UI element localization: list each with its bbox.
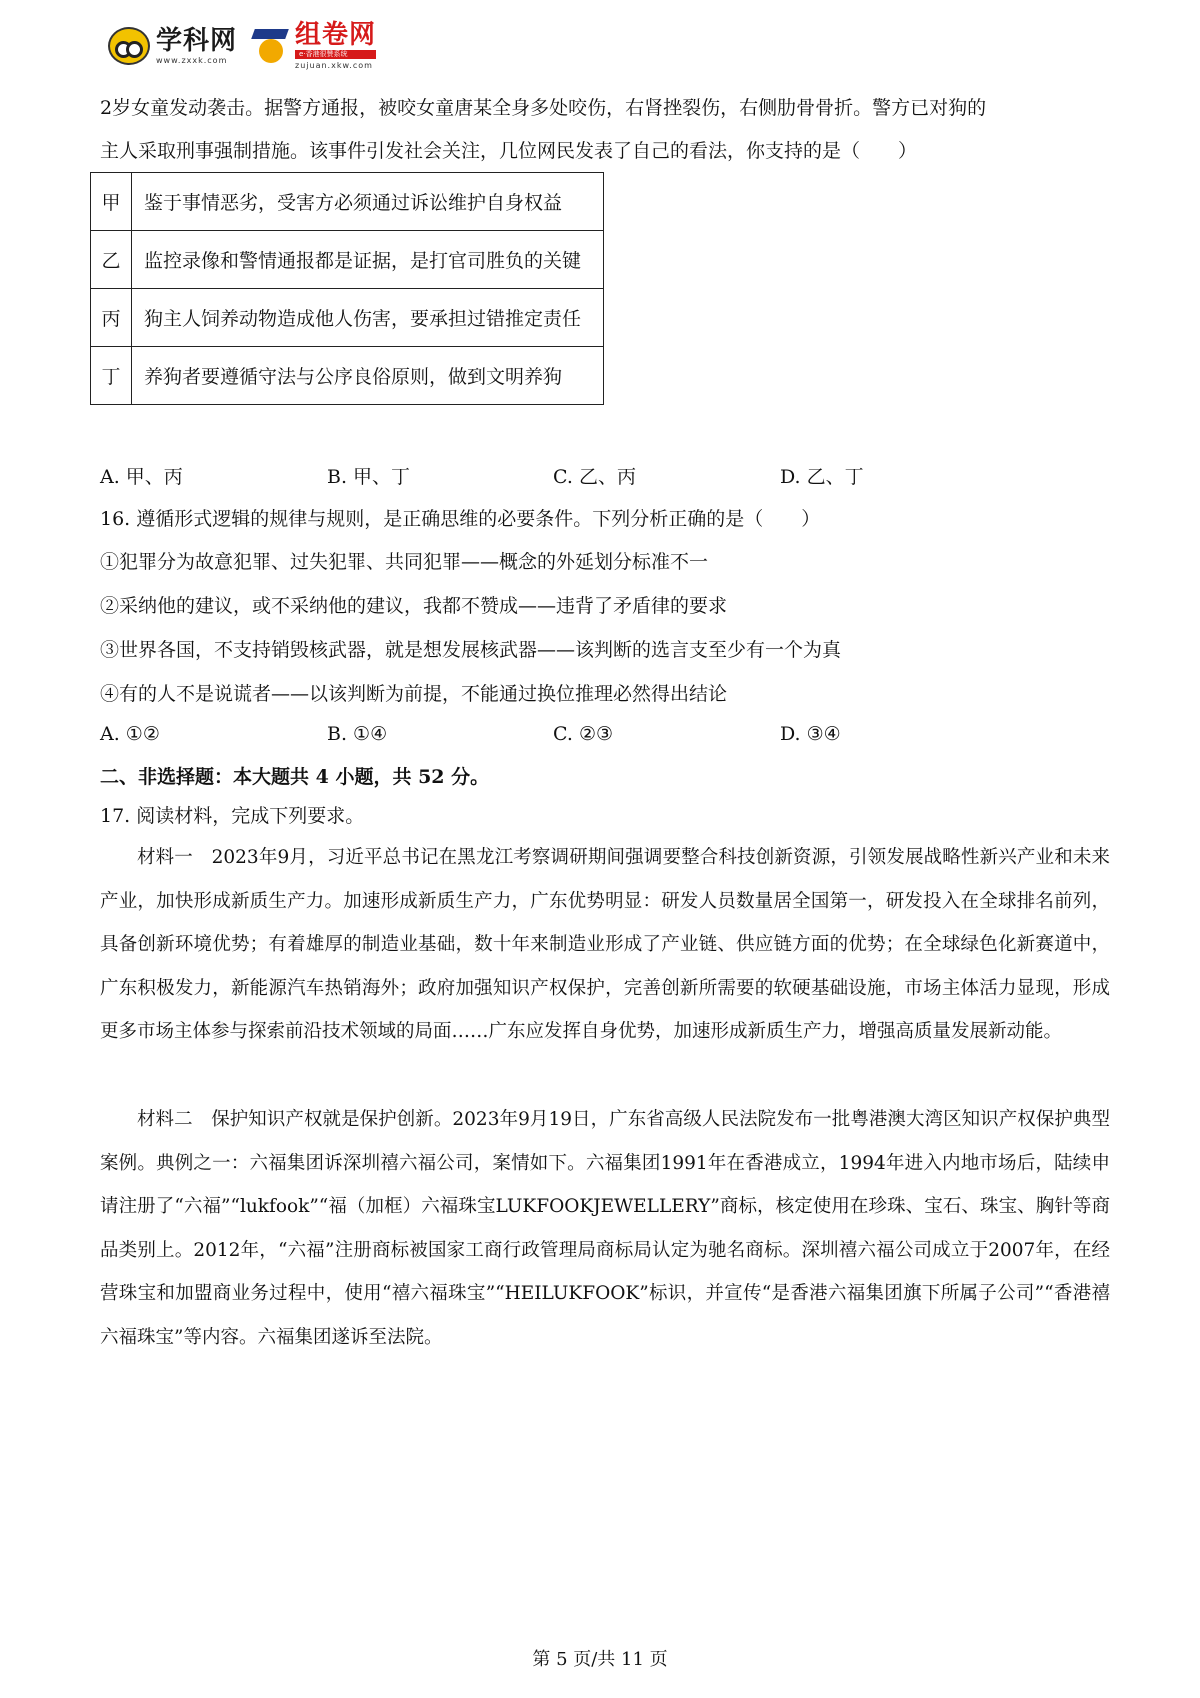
opinion-text: 狗主人饲养动物造成他人伤害，要承担过错推定责任 (132, 289, 604, 347)
choice-c: C. ②③ (553, 723, 614, 745)
zxxk-logo (108, 27, 237, 65)
q15-stem-line1: 2岁女童发动袭击。据警方通报，被咬女童唐某全身多处咬伤，右肾挫裂伤，右侧肋骨骨折。警方已对狗的 (100, 97, 987, 119)
opinion-key: 乙 (91, 231, 132, 289)
zujuan-mascot-icon (253, 27, 289, 65)
choice-b: B. 甲、丁 (327, 466, 411, 488)
opinion-text: 养狗者要遵循守法与公序良俗原则，做到文明养狗 (132, 347, 604, 405)
opinion-key: 甲 (91, 173, 132, 231)
zxxk-logo-url: www.zxxk.com (156, 55, 228, 65)
q15-stem-line2: 主人采取刑事强制措施。该事件引发社会关注，几位网民发表了自己的看法，你支持的是（ ） (100, 140, 918, 162)
table-row (91, 347, 604, 405)
q17-material-2: 材料二 保护知识产权就是保护创新。2023年9月19日，广东省高级人民法院发布一批粤港澳大湾区知识产权保护典型案例。典例之一：六福集团诉深圳禧六福公司，案情如下。六福集团1991年在香港成立，1994年进入内地市场后，陆续申请注册了“六福”“lukfook”“福（加框）六福珠宝LUKFOOKJEWELLERY”商标，核定使用在珍珠、宝石、珠宝、胸针等商品类别上。2012年，“六福”注册商标被国家工商行政管理局商标局认定为驰名商标。深圳禧六福公司成立于2007年，在经营珠宝和加盟商业务过程中，使用“禧六福珠宝”“HEILUKFOOK”标识，并宣传“是香港六福集团旗下所属子公司”“香港禧六福珠宝”等内容。六福集团遂诉至法院。 (100, 1109, 1110, 1348)
q16-item-2: ②采纳他的建议，或不采纳他的建议，我都不赞成——违背了矛盾律的要求 (100, 595, 728, 617)
q15-choices (100, 462, 1110, 492)
choice-c: C. 乙、丙 (553, 466, 636, 488)
opinion-text: 监控录像和警情通报都是证据，是打官司胜负的关键 (132, 231, 604, 289)
zxxk-logo-title: 学科网 (156, 25, 238, 56)
q16-stem: 16. 遵循形式逻辑的规律与规则，是正确思维的必要条件。下列分析正确的是（ ） (100, 508, 821, 530)
choice-b: B. ①④ (327, 723, 388, 745)
zujuan-logo-title: 组卷网 (295, 20, 377, 50)
opinion-key: 丁 (91, 347, 132, 405)
page-number: 第 5 页/共 11 页 (532, 1649, 668, 1670)
opinion-key: 丙 (91, 289, 132, 347)
zujuan-logo (253, 22, 376, 70)
zxxk-mascot-icon (108, 27, 150, 65)
table-row (91, 173, 604, 231)
choice-d: D. 乙、丁 (780, 466, 864, 488)
q15-opinion-table (90, 172, 604, 405)
choice-d: D. ③④ (780, 723, 841, 745)
q16-item-4: ④有的人不是说谎者——以该判断为前提，不能通过换位推理必然得出结论 (100, 683, 728, 705)
q16-choices (100, 723, 1110, 753)
q17-material-1: 材料一 2023年9月，习近平总书记在黑龙江考察调研期间强调要整合科技创新资源，引领发展战略性新兴产业和未来产业，加快形成新质生产力。加速形成新质生产力，广东优势明显：研发人员数量居全国第一，研发投入在全球排名前列，具备创新环境优势；有着雄厚的制造业基础，数十年来制造业形成了产业链、供应链方面的优势；在全球绿色化新赛道中，广东积极发力，新能源汽车热销海外；政府加强知识产权保护，完善创新所需要的软硬基础设施，市场主体活力显现，形成更多市场主体参与探索前沿技术领域的局面……广东应发挥自身优势，加速形成新质生产力，增强高质量发展新动能。 (100, 847, 1110, 1043)
choice-a: A. ①② (100, 723, 160, 745)
opinion-text: 鉴于事情恶劣，受害方必须通过诉讼维护自身权益 (132, 173, 604, 231)
q16-item-3: ③世界各国，不支持销毁核武器，就是想发展核武器——该判断的选言支至少有一个为真 (100, 639, 842, 661)
q17-stem: 17. 阅读材料，完成下列要求。 (100, 805, 365, 827)
header-logos (108, 22, 376, 70)
section-title: 二、非选择题：本大题共 4 小题，共 52 分。 (100, 766, 490, 788)
zujuan-logo-url: zujuan.xkw.com (295, 61, 373, 70)
choice-a: A. 甲、丙 (100, 466, 183, 488)
table-row (91, 289, 604, 347)
zujuan-logo-badge: e·香港很赞系统 (295, 50, 376, 59)
q16-item-1: ①犯罪分为故意犯罪、过失犯罪、共同犯罪——概念的外延划分标准不一 (100, 551, 709, 573)
table-row (91, 231, 604, 289)
